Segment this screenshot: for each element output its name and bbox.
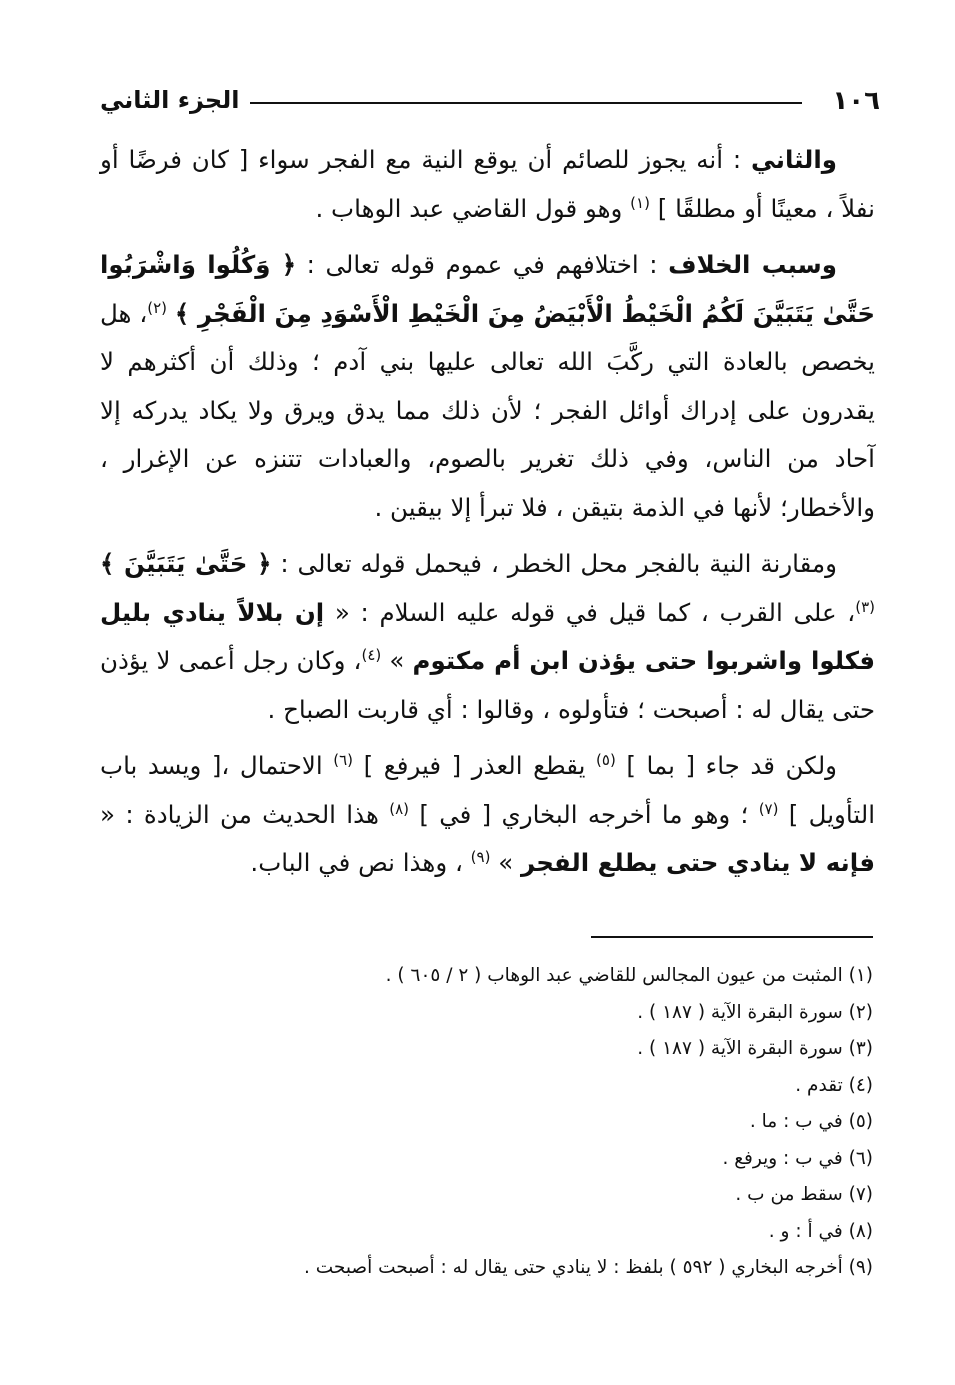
text-run: يقطع العذر [ فيرفع ] (353, 751, 597, 780)
running-head (100, 86, 880, 126)
text-run: الاحتمال ،[ ويسد باب التأويل ] (100, 751, 876, 829)
paragraph-2 (100, 241, 875, 532)
footnote-5: (٥) في ب : ما . (749, 1111, 873, 1132)
text-run: وهو قول القاضي عبد الوهاب . (315, 193, 631, 223)
text-run: ولكن قد جاء [ بما ] (615, 751, 837, 780)
paragraph-3 (100, 540, 875, 734)
paragraph-lead: والثاني (750, 145, 837, 174)
footnote-ref: (٧) (758, 799, 779, 818)
footnote-ref: (٦) (333, 750, 353, 769)
text-run: ، على القرب ، كما قيل في قوله عليه السلام : « (324, 597, 856, 627)
text-run: ومقارنة النية بالفجر محل الخطر ، فيحمل قوله تعالى : (271, 549, 837, 578)
footnote-2: (٢) سورة البقرة الآية ( ١٨٧ ) . (637, 1001, 873, 1023)
footnote-6: (٦) في ب : ويرفع . (722, 1147, 873, 1169)
footnote-1: (١) المثبت من عيون المجالس للقاضي عبد الوهاب ( ٢ / ٦٠٥ ) . (385, 965, 873, 986)
body-text (100, 136, 875, 896)
text-run: » (490, 848, 521, 877)
header-rule (250, 102, 802, 104)
text-run: ؛ وهو ما أخرجه البخاري [ في ] (409, 799, 759, 829)
text-run: : أنه يجوز للصائم أن يوقع النية مع الفجر سواء [ كان فرضًا أو نفلاً ، معينًا أو مطلقًا ] (100, 145, 875, 223)
footnote-7: (٧) سقط من ب . (735, 1184, 873, 1205)
footnote-3: (٣) سورة البقرة الآية ( ١٨٧ ) . (637, 1038, 873, 1059)
paragraph-4 (100, 742, 875, 888)
text-run: ، وهذا نص في الباب. (250, 848, 471, 877)
hadith-quote: إن بلالاً ينادي بليل فكلوا واشربوا حتى يؤذن ابن أم مكتوم (100, 597, 875, 675)
text-run (167, 299, 175, 328)
hadith-quote: فإنه لا ينادي حتى يطلع الفجر (521, 848, 875, 877)
footnote-ref: (٣) (855, 597, 875, 616)
paragraph-lead: وسبب الخلاف (668, 250, 837, 279)
footnote-ref: (٢) (147, 298, 168, 317)
paragraph-1 (100, 136, 875, 233)
footnote-4: (٤) تقدم . (795, 1074, 873, 1096)
footnote-ref: (٩) (470, 847, 491, 866)
footnote-8: (٨) في أ : و . (768, 1220, 873, 1242)
footnote-ref: (٨) (389, 799, 409, 818)
text-run: » (381, 646, 413, 675)
footnote-rule (591, 936, 873, 938)
footnotes (173, 958, 873, 1287)
page-number: ١٠٦ (832, 86, 880, 116)
quran-quote: ﴿ حَتَّىٰ يَتَبَيَّنَ ﴾ (100, 549, 272, 578)
footnote-9: (٩) أخرجه البخاري ( ٥٩٢ ) بلفظ : لا ينادي حتى يقال له : أصبحت أصبحت . (303, 1257, 873, 1278)
text-run: ، وكان رجل أعمى لا يؤذن حتى يقال له : أصبحت ؛ فتأولوه ، وقالوا : أي قاربت الصباح . (100, 646, 875, 724)
quran-quote: ﴿ وَكُلُوا وَاشْرَبُوا حَتَّىٰ يَتَبَيَّنَ لَكُمُ الْخَيْطُ الْأَبْيَضُ مِنَ الْخَيْطِ الْأَسْوَدِ مِنَ الْفَجْرِ ﴾ (100, 250, 875, 328)
text-run: هذا الحديث من الزيادة : « (100, 799, 390, 829)
footnote-ref: (٤) (361, 645, 382, 664)
text-run: ، هل يخصص بالعادة التي ركَّبَ الله تعالى عليها بني آدم ؛ وذلك أن أكثرهم لا يقدرون على إدراك أوائل الفجر ؛ لأن ذلك مما يدق ويرق ولا يكاد يدركه إلا آحاد من الناس، وفي ذلك تغرير بالصوم، والعبادات تتنزه عن الإغرار ، والأخطار؛ لأنها في الذمة بتيقن ، فلا تبرأ إلا بيقين . (100, 298, 875, 522)
text-run: : اختلافهم في عموم قوله تعالى : (296, 250, 669, 279)
footnote-ref: (٥) (596, 750, 616, 769)
footnote-ref: (١) (630, 193, 650, 212)
volume-title: الجزء الثاني (100, 86, 240, 114)
